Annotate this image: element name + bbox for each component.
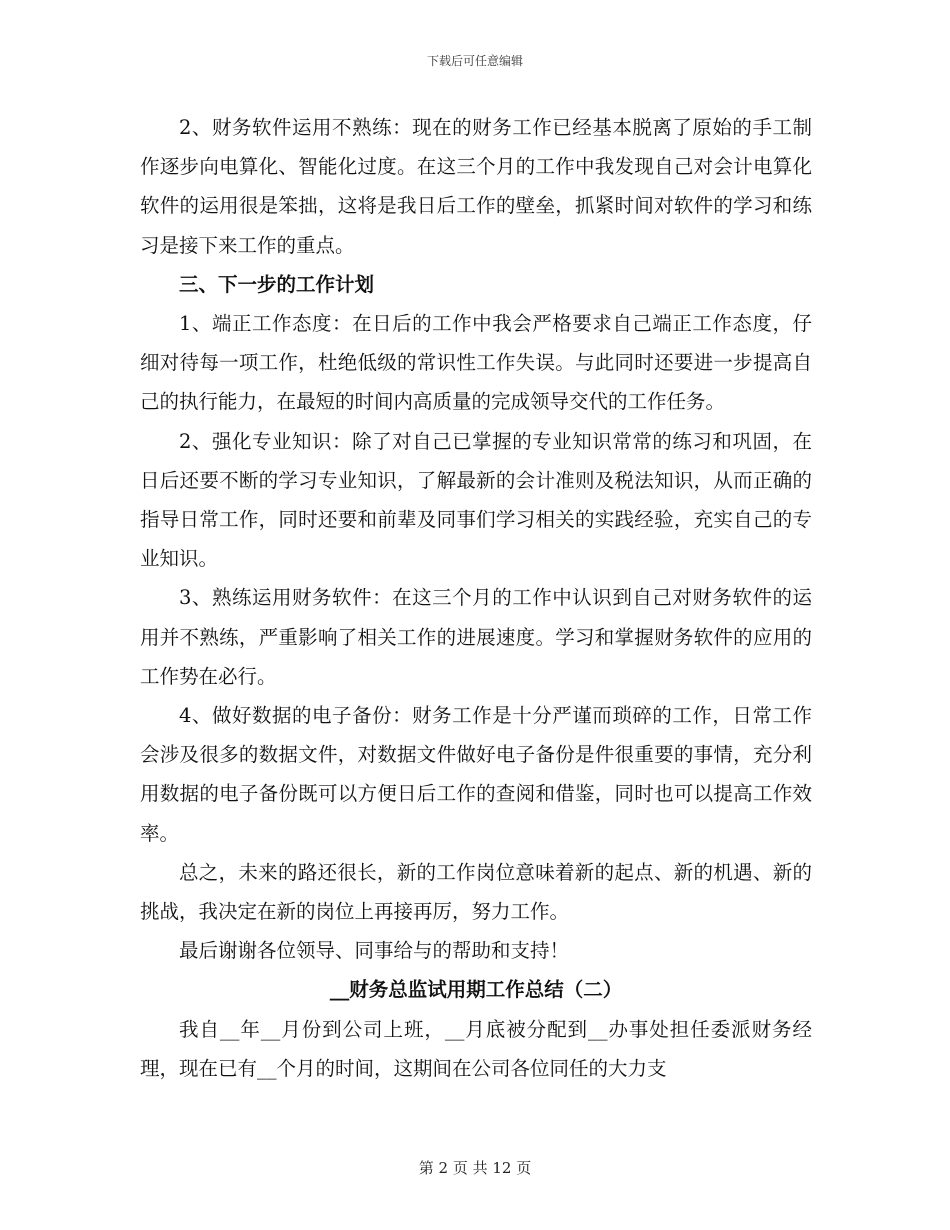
- section-heading-next-plan: 三、下一步的工作计划: [179, 272, 375, 296]
- document-title-part-two: __财务总监试用期工作总结（二）: [329, 978, 623, 1002]
- paragraph-intro: 我自__年__月份到公司上班，__月底被分配到__办事处担任委派财务经理，现在已有__个月的时间，这期间在公司各位同任的大力支: [140, 1017, 812, 1080]
- paragraph-plan-attitude: 1、端正工作态度：在日后的工作中我会严格要求自己端正工作态度，仔细对待每一项工作，杜绝低级的常识性工作失误。与此同时还要进一步提高自己的执行能力，在最短的时间内高质量的完成领导交代的工作任务。: [140, 312, 812, 414]
- paragraph-plan-knowledge: 2、强化专业知识：除了对自己已掌握的专业知识常常的练习和巩固，在日后还要不断的学习专业知识，了解最新的会计准则及税法知识，从而正确的指导日常工作，同时还要和前辈及同事们学习相关的实践经验，充实自己的专业知识。: [140, 429, 812, 571]
- page-footer: 第 2 页 共 12 页: [418, 1159, 532, 1177]
- page-header: 下载后可任意编辑: [426, 54, 523, 68]
- document-body: [140, 108, 812, 1088]
- paragraph-plan-software: 3、熟练运用财务软件：在这三个月的工作中认识到自己对财务软件的运用并不熟练，严重影响了相关工作的进展速度。学习和掌握财务软件的应用的工作势在必行。: [140, 586, 812, 688]
- paragraph-summary: 总之，未来的路还很长，新的工作岗位意味着新的起点、新的机遇、新的挑战，我决定在新的岗位上再接再厉，努力工作。: [140, 860, 812, 924]
- paragraph-software-skill: 2、财务软件运用不熟练：现在的财务工作已经基本脱离了原始的手工制作逐步向电算化、智能化过度。在这三个月的工作中我发现自己对会计电算化软件的运用很是笨拙，这将是我日后工作的壁垒，抓紧时间对软件的学习和练习是接下来工作的重点。: [140, 116, 812, 257]
- paragraph-plan-backup: 4、做好数据的电子备份：财务工作是十分严谨而琐碎的工作，日常工作会涉及很多的数据文件，对数据文件做好电子备份是件很重要的事情，充分利用数据的电子备份既可以方便日后工作的查阅和借鉴，同时也可以提高工作效率。: [140, 704, 812, 845]
- paragraph-thanks: 最后谢谢各位领导、同事给与的帮助和支持！: [179, 939, 570, 963]
